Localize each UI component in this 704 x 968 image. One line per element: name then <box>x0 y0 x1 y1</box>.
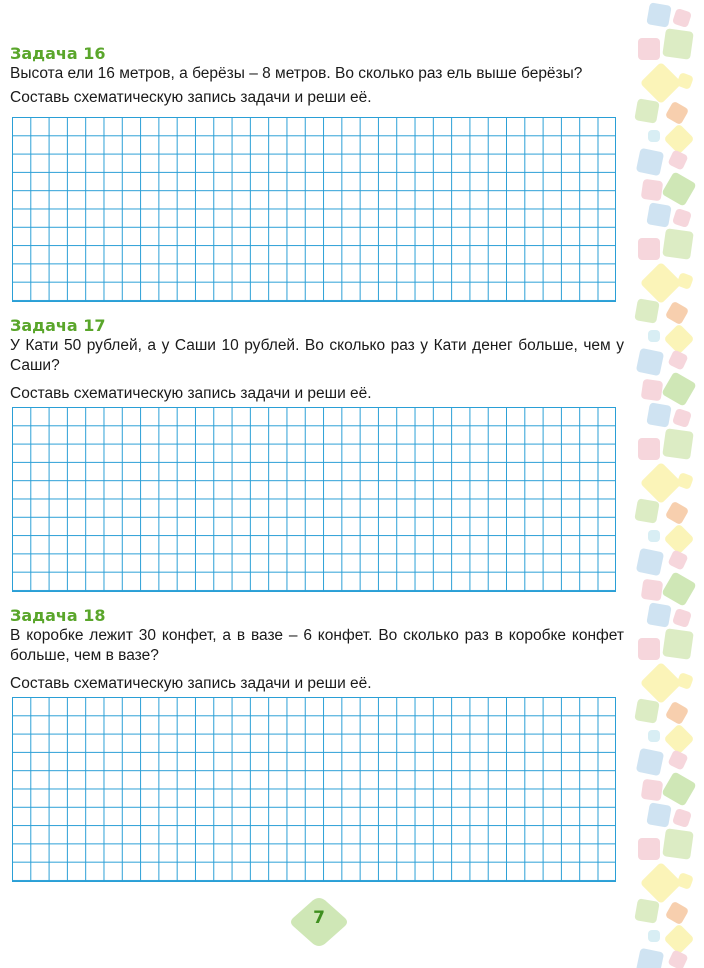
task-16 <box>10 44 624 108</box>
decorative-square <box>662 28 694 60</box>
decorative-square <box>646 2 671 27</box>
decorative-square <box>641 779 664 802</box>
task-18 <box>10 606 624 694</box>
task-text: У Кати 50 рублей, а у Саши 10 рублей. Во сколько раз у Кати денег больше, чем у Саши? <box>10 337 624 374</box>
decorative-square <box>638 438 660 460</box>
page-number-badge <box>287 896 351 948</box>
page-number: 7 <box>313 908 325 928</box>
decorative-square <box>640 462 682 504</box>
decorative-square <box>634 298 659 323</box>
decorative-square <box>641 179 664 202</box>
task-instruction: Составь схематическую запись задачи и реши её. <box>10 89 372 106</box>
decorative-square <box>663 523 694 554</box>
decorative-square <box>648 930 660 942</box>
decorative-square <box>648 130 660 142</box>
decorative-square <box>646 402 671 427</box>
decorative-square <box>636 948 664 968</box>
task-instruction: Составь схематическую запись задачи и реши её. <box>10 675 372 692</box>
task-instruction: Составь схематическую запись задачи и реши её. <box>10 385 372 402</box>
decorative-square <box>672 808 692 828</box>
decorative-square <box>667 949 688 968</box>
decorative-square <box>665 501 690 526</box>
decorative-square <box>661 771 697 807</box>
decorative-square <box>661 171 697 207</box>
decorative-square <box>663 323 694 354</box>
decorative-square <box>634 498 659 523</box>
answer-grid-16[interactable] <box>12 117 616 302</box>
decorative-square <box>634 698 659 723</box>
task-title: Задача 17 <box>10 316 106 335</box>
decorative-square <box>667 549 688 570</box>
decorative-square <box>648 530 660 542</box>
decorative-square <box>638 238 660 260</box>
decorative-square <box>672 608 692 628</box>
decorative-square <box>640 62 682 104</box>
decorative-square <box>661 571 697 607</box>
task-17 <box>10 316 624 404</box>
decorative-square <box>661 371 697 407</box>
decorative-square <box>640 862 682 904</box>
decorative-square <box>665 901 690 926</box>
decorative-square <box>672 208 692 228</box>
decorative-square <box>636 748 664 776</box>
task-title: Задача 16 <box>10 44 106 63</box>
answer-grid-17[interactable] <box>12 407 616 592</box>
decorative-square <box>663 723 694 754</box>
decorative-square <box>638 838 660 860</box>
decorative-square <box>636 148 664 176</box>
decorative-square <box>667 749 688 770</box>
decorative-square <box>663 923 694 954</box>
decorative-square <box>665 701 690 726</box>
decorative-square <box>665 101 690 126</box>
decorative-square <box>641 579 664 602</box>
decorative-square <box>662 628 694 660</box>
decorative-square <box>662 428 694 460</box>
decorative-square <box>667 349 688 370</box>
decorative-square <box>640 262 682 304</box>
answer-grid-18[interactable] <box>12 697 616 882</box>
decorative-square <box>634 898 659 923</box>
task-text: В коробке лежит 30 конфет, а в вазе – 6 конфет. Во сколько раз в коробке конфет больше, чем в вазе? <box>10 627 624 664</box>
decorative-square <box>676 272 694 290</box>
decorative-square <box>665 301 690 326</box>
decorative-square <box>634 98 659 123</box>
decorative-square <box>662 228 694 260</box>
task-text: Высота ели 16 метров, а берёзы – 8 метров. Во сколько раз ель выше берёзы? <box>10 65 583 82</box>
decorative-square <box>636 548 664 576</box>
decorative-square <box>646 802 671 827</box>
decorative-square <box>638 638 660 660</box>
decorative-square <box>648 730 660 742</box>
decorative-square <box>663 123 694 154</box>
decorative-square <box>662 828 694 860</box>
decorative-square <box>672 8 692 28</box>
decorative-square <box>676 872 694 890</box>
decorative-square <box>676 472 694 490</box>
decorative-squares-border <box>634 0 704 968</box>
decorative-square <box>672 408 692 428</box>
decorative-square <box>636 348 664 376</box>
decorative-square <box>676 672 694 690</box>
decorative-square <box>676 72 694 90</box>
decorative-square <box>648 330 660 342</box>
decorative-square <box>640 662 682 704</box>
decorative-square <box>646 602 671 627</box>
decorative-square <box>641 379 664 402</box>
decorative-square <box>638 38 660 60</box>
decorative-square <box>646 202 671 227</box>
task-title: Задача 18 <box>10 606 106 625</box>
decorative-square <box>667 149 688 170</box>
